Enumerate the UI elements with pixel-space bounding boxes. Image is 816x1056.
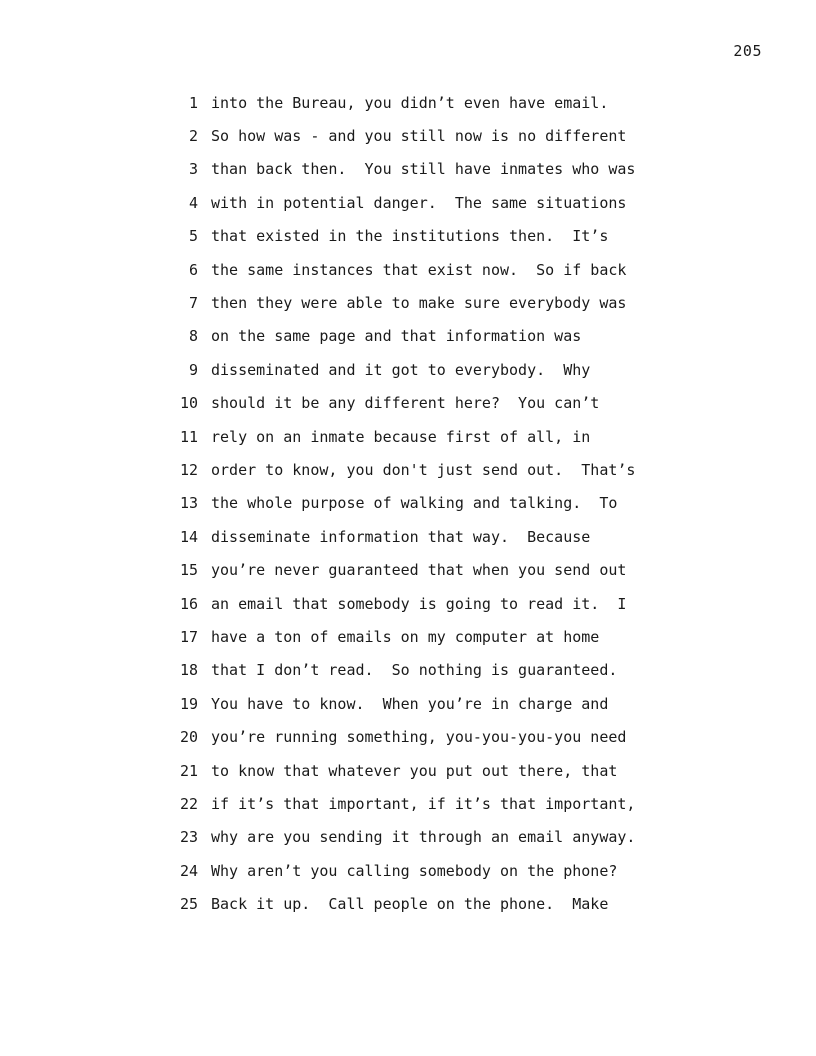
line-text: if it’s that important, if it’s that important,: [211, 794, 636, 813]
line-number: 1: [188, 93, 198, 112]
line-number: 20: [179, 728, 198, 747]
transcript-line: [170, 253, 690, 286]
transcript-line: [170, 86, 690, 119]
transcript-line: [170, 620, 690, 653]
line-text: then they were able to make sure everybody was: [211, 294, 627, 313]
line-number: 9: [188, 360, 198, 379]
page-number: 205: [733, 42, 762, 60]
transcript-line: [170, 420, 690, 453]
transcript-line: [170, 353, 690, 386]
line-number: 17: [179, 627, 198, 646]
line-text: you’re running something, you-you-you-you need: [211, 728, 627, 747]
line-text: rely on an inmate because first of all, in: [211, 427, 591, 446]
line-number: 6: [188, 260, 198, 279]
line-text: disseminated and it got to everybody. Why: [211, 360, 591, 379]
transcript-line: [170, 286, 690, 319]
line-number: 12: [179, 460, 198, 479]
transcript-line: [170, 153, 690, 186]
line-text: the same instances that exist now. So if back: [211, 260, 627, 279]
line-text: into the Bureau, you didn’t even have email.: [211, 93, 609, 112]
transcript-line: [170, 821, 690, 854]
line-text: why are you sending it through an email anyway.: [211, 828, 636, 847]
transcript-body: [170, 86, 690, 921]
line-number: 7: [188, 294, 198, 313]
line-number: 5: [188, 227, 198, 246]
line-number: 4: [188, 193, 198, 212]
line-text: order to know, you don't just send out. That’s: [211, 460, 636, 479]
transcript-line: [170, 487, 690, 520]
transcript-line: [170, 520, 690, 553]
transcript-line: [170, 787, 690, 820]
transcript-line: [170, 119, 690, 152]
transcript-line: [170, 720, 690, 753]
transcript-line: [170, 887, 690, 920]
transcript-line: [170, 186, 690, 219]
transcript-line: [170, 453, 690, 486]
line-text: disseminate information that way. Because: [211, 527, 591, 546]
transcript-line: [170, 320, 690, 353]
line-text: Back it up. Call people on the phone. Make: [211, 895, 609, 914]
line-text: an email that somebody is going to read it. I: [211, 594, 627, 613]
line-number: 2: [188, 127, 198, 146]
line-text: So how was - and you still now is no different: [211, 127, 627, 146]
line-text: Why aren’t you calling somebody on the phone?: [211, 861, 618, 880]
line-text: on the same page and that information was: [211, 327, 582, 346]
line-number: 11: [179, 427, 198, 446]
transcript-line: [170, 854, 690, 887]
line-number: 19: [179, 694, 198, 713]
line-number: 24: [179, 861, 198, 880]
line-number: 14: [179, 527, 198, 546]
transcript-line: [170, 553, 690, 586]
line-number: 25: [179, 895, 198, 914]
line-number: 22: [179, 794, 198, 813]
line-number: 18: [179, 661, 198, 680]
line-text: to know that whatever you put out there, that: [211, 761, 618, 780]
transcript-line: [170, 754, 690, 787]
line-number: 21: [179, 761, 198, 780]
line-number: 16: [179, 594, 198, 613]
line-text: that I don’t read. So nothing is guaranteed.: [211, 661, 618, 680]
line-number: 13: [179, 494, 198, 513]
line-number: 8: [188, 327, 198, 346]
line-number: 23: [179, 828, 198, 847]
line-text: you’re never guaranteed that when you send out: [211, 561, 627, 580]
line-text: have a ton of emails on my computer at home: [211, 627, 600, 646]
transcript-line: [170, 687, 690, 720]
transcript-line: [170, 654, 690, 687]
line-text: You have to know. When you’re in charge and: [211, 694, 609, 713]
transcript-line: [170, 220, 690, 253]
transcript-line: [170, 587, 690, 620]
line-number: 3: [188, 160, 198, 179]
line-text: should it be any different here? You can’t: [211, 394, 600, 413]
line-text: the whole purpose of walking and talking. To: [211, 494, 618, 513]
transcript-line: [170, 387, 690, 420]
line-number: 10: [179, 394, 198, 413]
line-text: than back then. You still have inmates who was: [211, 160, 636, 179]
line-text: that existed in the institutions then. It’s: [211, 227, 609, 246]
line-number: 15: [179, 561, 198, 580]
line-text: with in potential danger. The same situations: [211, 193, 627, 212]
